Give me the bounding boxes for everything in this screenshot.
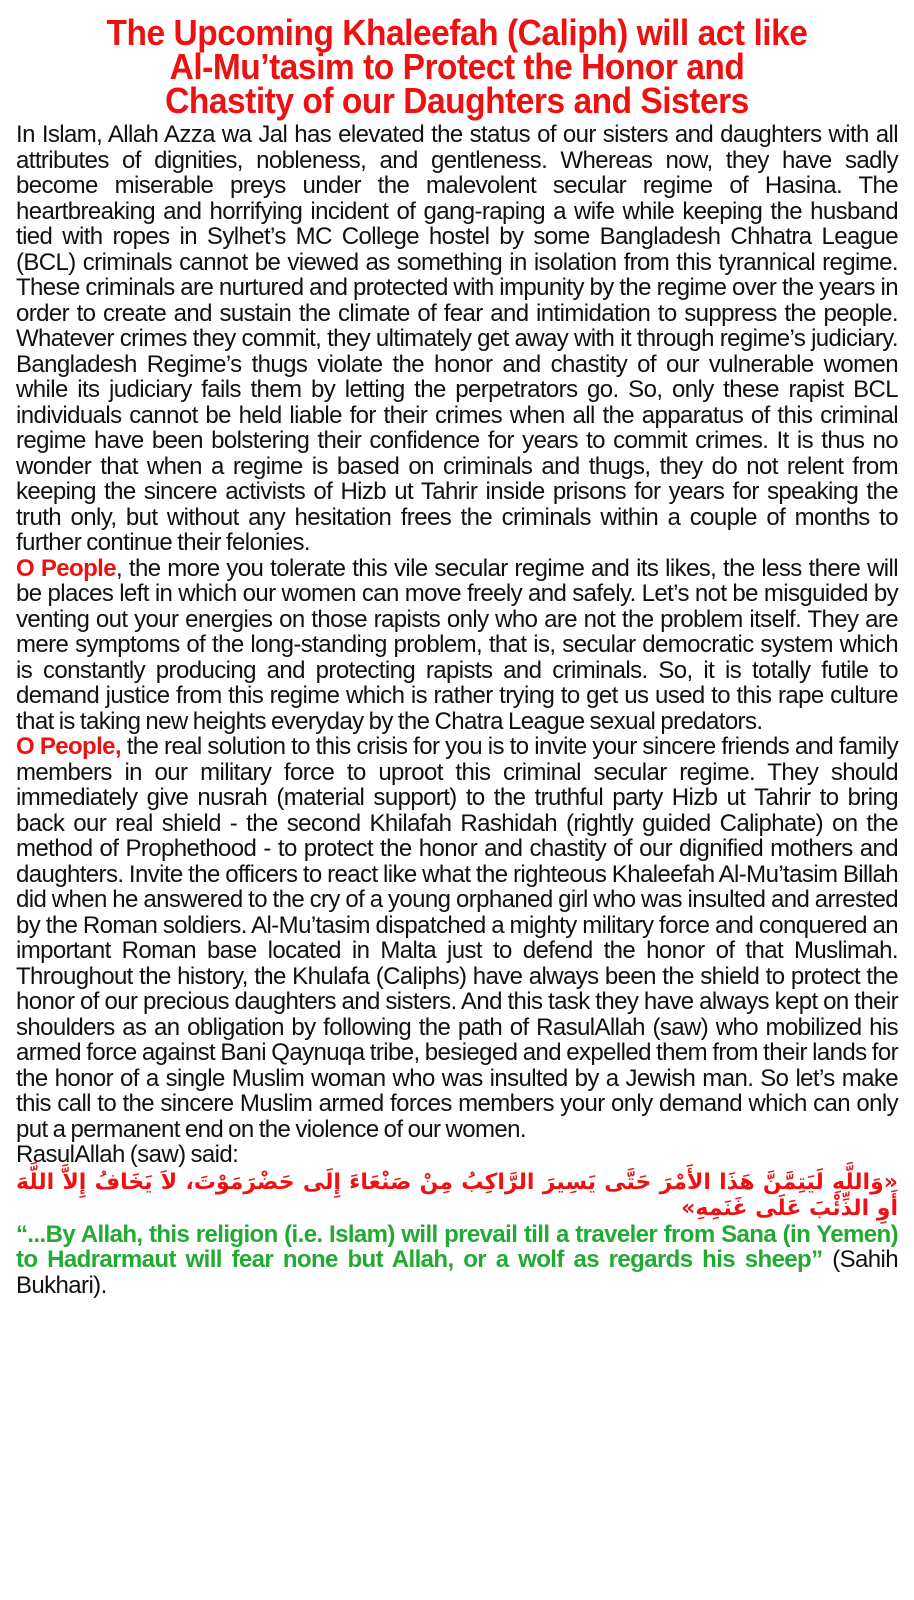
- paragraph-solution-text: the real solution to this crisis for you is to invite your sincere friends and family members in our military force to uproot this criminal secular regime. They should immediately give nusrah (material support) to the truthful party Hizb ut Tahrir to bring back our real shield - the second Khilafah Rashidah (rightly guided Caliphate) on the method of Prophethood - to protect the honor and chastity of our dignified mothers and daughters. Invite the officers to react like what the righteous Khaleefah Al-Mu’tasim Billah did when he answered to the cry of a young orphaned girl who was insulted and arrested by the Roman soldiers. Al-Mu’tasim dispatched a mighty military force and conquered an important Roman base located in Malta just to defend the honor of that Muslimah. Throughout the history, the Khulafa (Caliphs) have always been the shield to protect the honor of our precious daughters and sisters. And this task they have always kept on their shoulders as an obligation by following the path of RasulAllah (saw) who mobilized his armed force against Bani Qaynuqa tribe, besieged and expelled them from their lands for the honor of a single Muslim woman who was insulted by a Jewish man. So let’s make this call to the sincere Muslim armed forces members your only demand which can only put a permanent end on the violence of our women.: [16, 733, 898, 1143]
- title-line-3: Chastity of our Daughters and Sisters: [165, 80, 749, 121]
- hadith-intro: RasulAllah (saw) said:: [16, 1141, 239, 1168]
- paragraph-tolerate: [16, 556, 898, 735]
- document-page: [16, 12, 899, 1299]
- paragraph-intro: In Islam, Allah Azza wa Jal has elevated the status of our sisters and daughters with all attributes of dignities, nobleness, and gentleness. Whereas now, they have sadly become miserable preys under the malevolent secular regime of Hasina. The heartbreaking and horrifying incident of gang-raping a wife while keeping the husband tied with ropes in Sylhet’s MC College hostel by some Bangladesh Chhatra League (BCL) criminals cannot be viewed as something in isolation from this tyrannical regime. These criminals are nurtured and protected with impunity by the regime over the years in order to create and sustain the climate of fear and intimidation to suppress the people. Whatever crimes they commit, they ultimately get away with it through regime’s judiciary. Bangladesh Regime’s thugs violate the honor and chastity of our vulnerable women while its judiciary fails them by letting the perpetrators go. So, only these rapist BCL individuals cannot be held liable for their crimes when all the apparatus of this criminal regime have been bolstering their confidence for years to commit crimes. It is thus no wonder that when a regime is based on criminals and thugs, they do not relent from keeping the sincere activists of Hizb ut Tahrir inside prisons for years for speaking the truth only, but without any hesitation frees the criminals within a couple of months to further continue their felonies.: [16, 121, 898, 556]
- page-title: [47, 12, 867, 121]
- hadith-source: (Sahih Bukhari).: [16, 1246, 899, 1299]
- o-people-lead-2: O People,: [16, 733, 121, 760]
- paragraph-tolerate-text: , the more you tolerate this vile secular regime and its likes, the less there will be places left in which our women can move freely and safely. Let’s not be misguided by venting out your energies on those rapists only who are not the problem itself. They are mere symptoms of the long-standing problem, that is, secular democratic system which is constantly producing and protecting rapists and criminals. So, it is totally futile to demand justice from this regime which is rather trying to get us used to this rape culture that is taking new heights everyday by the Chatra League sexual predators.: [16, 554, 899, 735]
- hadith-translation: “...By Allah, this religion (i.e. Islam) will prevail till a traveler from Sana (in Yemen) to Hadrarmaut will fear none but Allah, or a wolf as regards his sheep”: [16, 1220, 898, 1273]
- o-people-lead-1: O People: [16, 554, 116, 582]
- title-line-2: Al-Mu’tasim to Protect the Honor and: [169, 46, 745, 87]
- hadith-arabic: «وَاللَّهِ لَيَتِمَّنَّ هَذَا الأَمْرَ حَتَّى يَسِيرَ الرَّاكِبُ مِنْ صَنْعَاءَ إِلَى حَضْرَمَوْتَ، لاَ يَخَافُ إِلاَّ اللَّهَ أَوِ الذِّئْبَ عَلَى غَنَمِهِ»: [16, 1169, 898, 1221]
- hadith-translation-block: [16, 1222, 898, 1299]
- paragraph-solution: [16, 734, 898, 1142]
- title-line-1: The Upcoming Khaleefah (Caliph) will act like: [106, 12, 808, 53]
- article-body: [16, 122, 898, 1168]
- hadith-translation-paragraph: [16, 1222, 898, 1299]
